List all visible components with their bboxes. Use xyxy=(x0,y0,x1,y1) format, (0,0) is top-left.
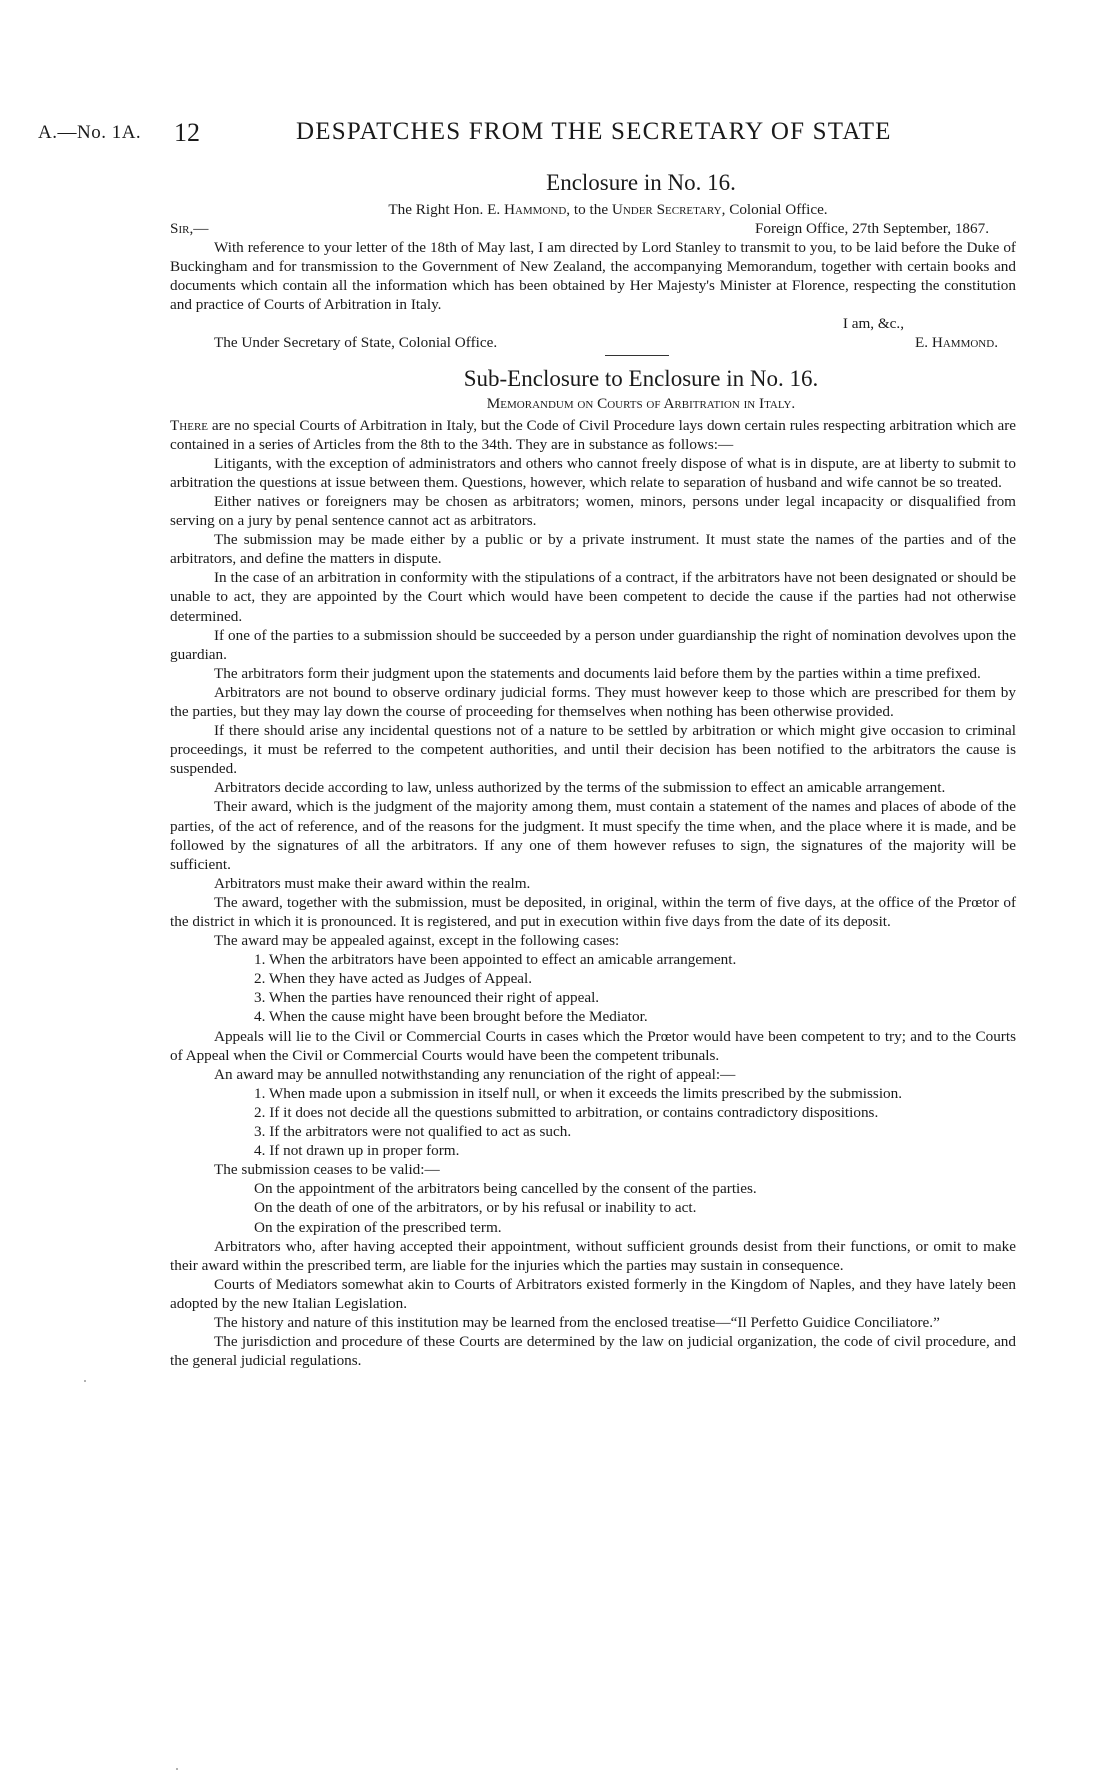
memo-paragraph: The history and nature of this institution may be learned from the enclosed treatise—“Il Perfetto Guidice Conciliatore.” xyxy=(214,1313,940,1331)
running-head xyxy=(38,118,1038,148)
from-prefix: The Right Hon. E. xyxy=(388,201,504,218)
memo-paragraph: The arbitrators form their judgment upon the statements and documents laid before them by the parties within a time prefixed. xyxy=(214,664,981,682)
from-suffix: , Colonial Office. xyxy=(721,201,828,218)
signature: E. Hammond. xyxy=(915,334,998,352)
memo-paragraph: Arbitrators are not bound to observe ordinary judicial forms. They must however keep to those which are prescribed for them by the parties, but they may lay down the course of proceeding for themselves when nothing has been otherwise provided. xyxy=(170,683,1016,720)
cessation-condition: On the death of one of the arbitrators, or by his refusal or inability to act. xyxy=(254,1199,697,1217)
memo-paragraph: Arbitrators who, after having accepted their appointment, without sufficient grounds desist from their functions, or omit to make their award within the prescribed term, are liable for the injuries which the parties may sustain in consequence. xyxy=(170,1237,1016,1274)
intro-rest: are no special Courts of Arbitration in Italy, but the Code of Civil Procedure lays down certain rules respecting arbitration which are contained in a series of Articles from the 8th to the 34th. They are in substance as follows:— xyxy=(170,416,1016,453)
memo-paragraph: Either natives or foreigners may be chosen as arbitrators; women, minors, persons under legal incapacity or disqualified from serving on a jury by penal sentence cannot act as arbitrators. xyxy=(170,492,1016,530)
paper-speck xyxy=(176,1768,178,1770)
memo-paragraph: Litigants, with the exception of administrators and others who cannot freely dispose of what is in dispute, are at liberty to submit to arbitration the questions at issue between them. Questions, however, which relate to separation of husband and wife cannot be so treated. xyxy=(170,454,1016,491)
memo-paragraph: Arbitrators must make their award within the realm. xyxy=(214,874,531,892)
memo-paragraph: The award may be appealed against, except in the following cases: xyxy=(214,932,620,950)
from-recipient: Under Secretary xyxy=(611,201,722,218)
annulment-case-item: 3. If the arbitrators were not qualified to act as such. xyxy=(254,1123,572,1141)
document-body xyxy=(170,168,1016,1370)
memo-paragraph: An award may be annulled notwithstanding any renunciation of the right of appeal:— xyxy=(214,1065,736,1083)
closing: I am, &c., xyxy=(842,315,904,333)
sub-enclosure-heading: Sub-Enclosure to Enclosure in No. 16. xyxy=(463,366,819,392)
addressee-row xyxy=(170,333,1016,352)
memo-paragraph: The jurisdiction and procedure of these Courts are determined by the law on judicial organization, the code of civil procedure, and the general judicial regulations. xyxy=(170,1333,1016,1370)
paper-reference: A.—No. 1A. xyxy=(38,122,142,143)
from-mid: , to the xyxy=(566,201,612,218)
enclosure-from-line xyxy=(200,200,1016,219)
salutation: Sir,— xyxy=(170,220,209,238)
memorandum-title: Memorandum on Courts of Arbitration in Italy. xyxy=(486,395,796,413)
enclosure-heading: Enclosure in No. 16. xyxy=(546,170,736,195)
place-date: Foreign Office, 27th September, 1867. xyxy=(754,220,989,238)
salutation-row xyxy=(170,219,1016,238)
memo-paragraph: Courts of Mediators somewhat akin to Courts of Arbitrators existed formerly in the Kingdom of Naples, and they have lately been adopted by the new Italian Legislation. xyxy=(170,1275,1016,1312)
from-name: Hammond xyxy=(503,201,567,218)
annulment-case-item: 2. If it does not decide all the questions submitted to arbitration, or contains contradictory dispositions. xyxy=(254,1103,879,1121)
cessation-condition: On the appointment of the arbitrators being cancelled by the consent of the parties. xyxy=(254,1180,757,1198)
memo-intro xyxy=(170,416,1016,454)
memo-paragraph: The submission ceases to be valid:— xyxy=(214,1161,440,1179)
memo-paragraph: Arbitrators decide according to law, unless authorized by the terms of the submission to effect an amicable arrangement. xyxy=(214,779,946,797)
annulment-case-item: 4. If not drawn up in proper form. xyxy=(254,1142,460,1160)
cessation-condition: On the expiration of the prescribed term. xyxy=(254,1218,502,1236)
memo-paragraph: Their award, which is the judgment of the majority among them, must contain a statement of the names and places of abode of the parties, of the act of reference, and of the reasons for the judgment. It must specify the time when, and the place where it is made, and be followed by the signatures of all the arbitrators. If any one of them however refuses to sign, the signatures of the majority will be sufficient. xyxy=(170,798,1016,873)
memo-paragraph: In the case of an arbitration in conformity with the stipulations of a contract, if the arbitrators have not been designated or should be unable to act, they are appointed by the Court which would have been competent to decide the cause if the parties had not otherwise determined. xyxy=(170,569,1016,625)
letter-body: With reference to your letter of the 18th of May last, I am directed by Lord Stanley to transmit to you, to be laid before the Duke of Buckingham and for transmission to the Government of New Zealand, the accompanying Memorandum, together with certain books and documents which contain all the information which has been obtained by Her Majesty's Minister at Florence, respecting the constitution and practice of Courts of Arbitration in Italy. xyxy=(170,239,1016,314)
annulment-case-item: 1. When made upon a submission in itself null, or when it exceeds the limits prescribed by the submission. xyxy=(254,1084,903,1102)
running-title: DESPATCHES FROM THE SECRETARY OF STATE xyxy=(296,118,892,145)
intro-lead: There xyxy=(170,416,208,434)
section-divider xyxy=(605,355,669,356)
memo-paragraph: The award, together with the submission, must be deposited, in original, within the term of five days, at the office of the Prœtor of the district in which it is pronounced. It is registered, and put in execution within five days from the date of its deposit. xyxy=(170,893,1016,930)
paper-speck xyxy=(84,1380,86,1382)
addressee: The Under Secretary of State, Colonial Office. xyxy=(214,334,498,352)
closing-row xyxy=(170,314,1016,333)
appeal-case-item: 1. When the arbitrators have been appointed to effect an amicable arrangement. xyxy=(254,951,737,969)
appeal-case-item: 3. When the parties have renounced their right of appeal. xyxy=(254,989,600,1007)
memo-paragraph: Appeals will lie to the Civil or Commercial Courts in cases which the Prœtor would have been competent to try; and to the Courts of Appeal when the Civil or Commercial Courts would have been the competent tribunals. xyxy=(170,1027,1016,1064)
appeal-case-item: 4. When the cause might have been brought before the Mediator. xyxy=(254,1008,648,1026)
appeal-case-item: 2. When they have acted as Judges of Appeal. xyxy=(254,970,533,988)
memo-paragraph: If one of the parties to a submission should be succeeded by a person under guardianship the right of nomination devolves upon the guardian. xyxy=(170,626,1016,663)
memo-paragraph: If there should arise any incidental questions not of a nature to be settled by arbitration or which might give occasion to criminal proceedings, it must be referred to the competent authorities, and until their decision has been notified to the arbitrators the cause is suspended. xyxy=(170,722,1016,778)
memo-paragraph: The submission may be made either by a public or by a private instrument. It must state the names of the parties and of the arbitrators, and define the matters in dispute. xyxy=(170,531,1016,568)
page-number: 12 xyxy=(174,118,200,147)
